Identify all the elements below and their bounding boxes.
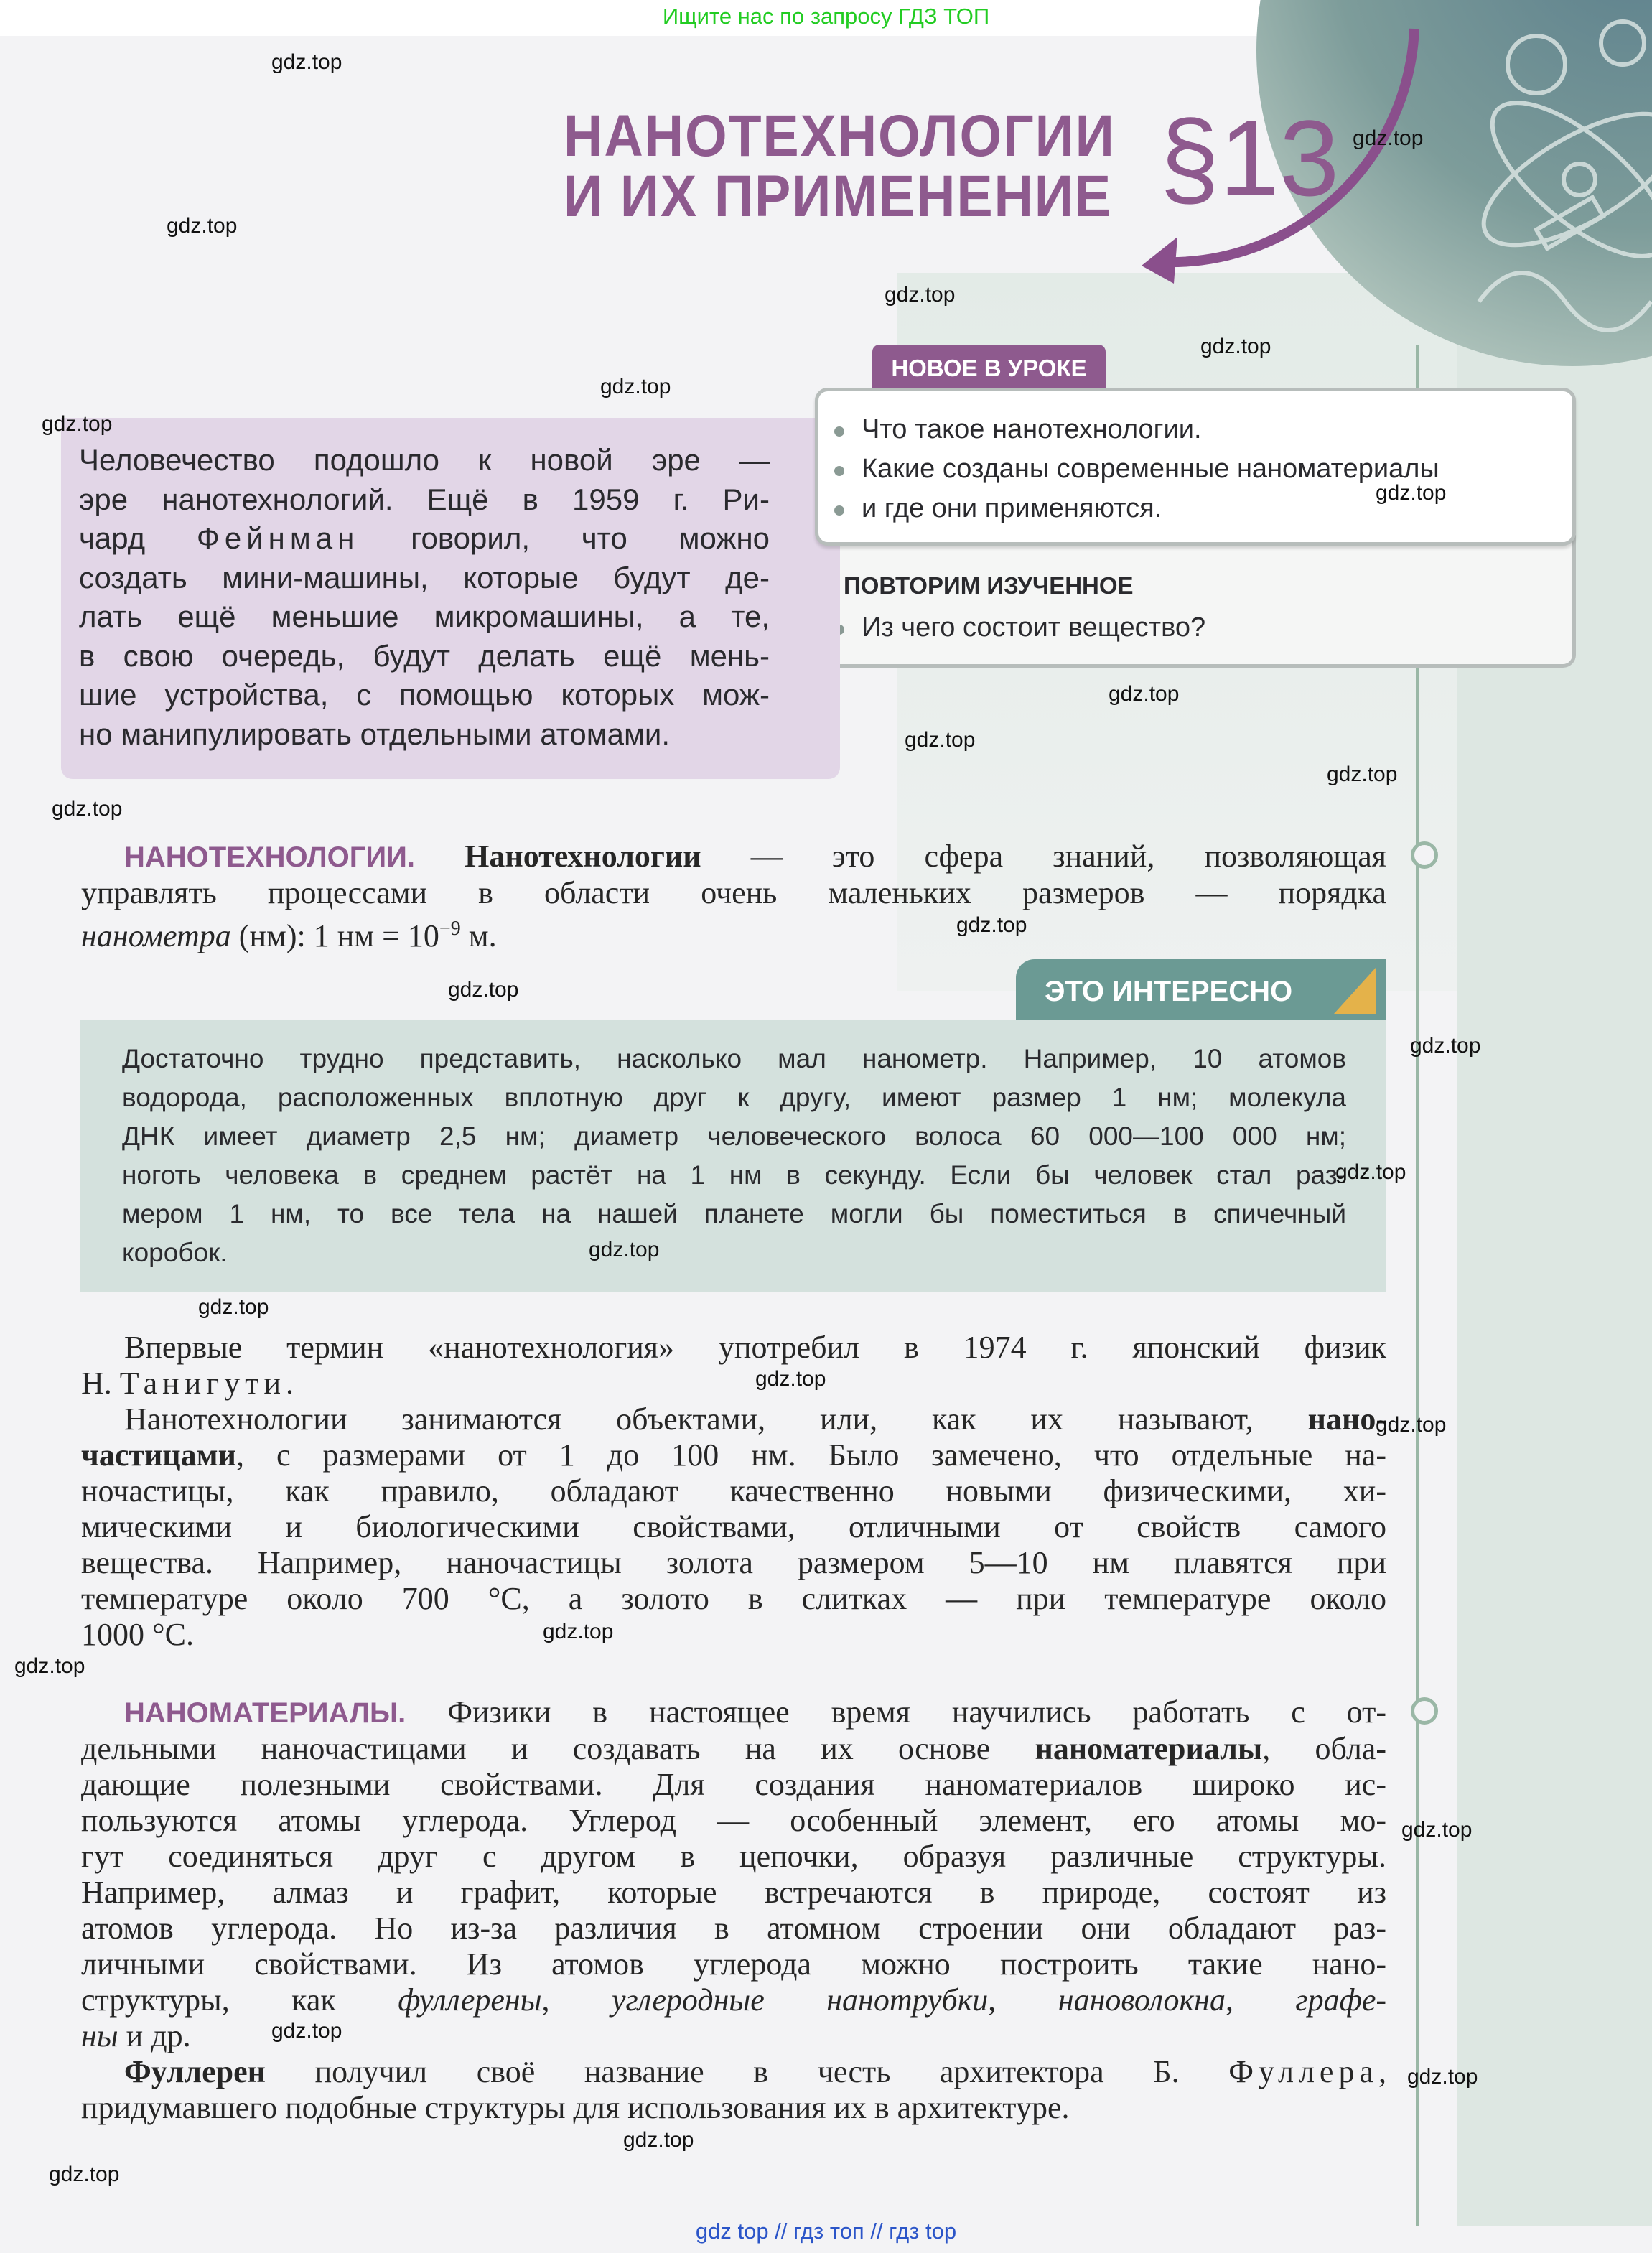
interesting-text bbox=[122, 1040, 1346, 1272]
text-segment: вещества. Например, наночастицы золота размером 5—10 нм плавятся при bbox=[81, 1545, 1386, 1580]
text-segment: коробок. bbox=[122, 1238, 228, 1267]
text-segment: лать ещё меньшие микромашины, а те, bbox=[79, 600, 770, 633]
bold-term: Фуллерен bbox=[124, 2054, 266, 2089]
text-line bbox=[122, 1040, 1346, 1078]
italic-term: углеродные нанотрубки bbox=[611, 1982, 989, 2018]
text-line bbox=[81, 1366, 1386, 1401]
italic-term: фуллерены bbox=[398, 1982, 542, 2018]
interesting-label: ЭТО ИНТЕРЕСНО bbox=[1045, 976, 1293, 1007]
section-heading: НАНОТЕХНОЛОГИИ. bbox=[124, 841, 416, 873]
text-line bbox=[81, 1911, 1386, 1946]
watermark-text: gdz.top bbox=[1410, 1034, 1481, 1058]
text-line bbox=[79, 519, 770, 559]
watermark-text: gdz.top bbox=[42, 412, 113, 436]
text-segment: Человечество подошло к новой эре — bbox=[79, 443, 770, 477]
text-segment: −9 bbox=[439, 918, 461, 940]
text-line bbox=[81, 1731, 1386, 1767]
text-segment: чард bbox=[79, 521, 197, 555]
text-segment: , bbox=[541, 1982, 612, 2018]
watermark-text: gdz.top bbox=[49, 2163, 120, 2186]
text-line bbox=[81, 1875, 1386, 1911]
text-line bbox=[122, 1195, 1346, 1233]
watermark-text: gdz.top bbox=[1327, 762, 1398, 786]
text-segment: эре нанотехнологий. Ещё в 1959 г. Ри- bbox=[79, 482, 770, 516]
review-box bbox=[815, 535, 1576, 668]
paragraph-number: §13 bbox=[1159, 98, 1340, 218]
watermark-text: gdz.top bbox=[271, 50, 342, 74]
text-segment: дающие полезными свойствами. Для создания наноматериалов широко ис- bbox=[81, 1767, 1386, 1802]
text-line bbox=[81, 1617, 1386, 1653]
text-segment: Физики в настоящее время научились работать с от- bbox=[406, 1694, 1386, 1730]
text-line bbox=[81, 1401, 1386, 1437]
text-line bbox=[81, 1839, 1386, 1875]
text-line bbox=[81, 2054, 1386, 2090]
watermark-text: gdz.top bbox=[271, 2019, 342, 2043]
watermark-text: gdz.top bbox=[905, 728, 976, 752]
text-segment: в свою очередь, будут делать ещё мень- bbox=[79, 638, 770, 673]
text-segment: Танигути bbox=[119, 1366, 286, 1401]
text-line bbox=[79, 676, 770, 715]
bold-term: Нанотехнологии bbox=[415, 839, 701, 874]
new-in-lesson-box bbox=[815, 388, 1576, 546]
title-line-1: НАНОТЕХНОЛОГИИ bbox=[564, 103, 1116, 169]
text-line bbox=[79, 559, 770, 598]
text-line bbox=[81, 839, 1386, 875]
text-segment: говорил, что можно bbox=[359, 521, 770, 555]
paragraph-nanoparticles bbox=[81, 1330, 1386, 1653]
italic-term: нановолокна bbox=[1058, 1982, 1226, 2018]
section-marker-icon bbox=[1411, 1697, 1438, 1725]
text-segment: мическими и биологическими свойствами, отличными от свойств самого bbox=[81, 1509, 1386, 1544]
text-segment: создать мини-машины, которые будут де- bbox=[79, 560, 770, 594]
text-line bbox=[81, 875, 1386, 911]
review-item: Из чего состоит вещество? bbox=[862, 612, 1206, 643]
triangle-icon bbox=[1334, 968, 1376, 1014]
text-segment: , bbox=[1225, 1982, 1296, 2018]
text-line bbox=[81, 2090, 1386, 2126]
text-segment: , обла- bbox=[1262, 1731, 1386, 1766]
text-line bbox=[81, 1982, 1386, 2018]
text-line bbox=[81, 1694, 1386, 1731]
text-segment: получил своё название в честь архитектора Б. bbox=[265, 2054, 1229, 2089]
text-segment: , с размерами от 1 до 100 нм. Было замечено, что отдельные на- bbox=[235, 1437, 1386, 1473]
text-segment: , bbox=[988, 1982, 1058, 2018]
text-segment: ДНК имеет диаметр 2,5 нм; диаметр человеческого волоса 60 000—100 000 нм; bbox=[122, 1121, 1346, 1151]
text-segment: Например, алмаз и графит, которые встречаются в природе, состоят из bbox=[81, 1875, 1386, 1910]
text-line bbox=[122, 1078, 1346, 1117]
text-line bbox=[81, 1767, 1386, 1803]
text-segment: (нм): 1 нм = 10 bbox=[230, 918, 439, 953]
text-segment: придумавшего подобные структуры для использования их в архитектуре. bbox=[81, 2090, 1070, 2125]
text-segment: м. bbox=[460, 918, 497, 953]
search-banner: Ищите нас по запросу ГДЗ ТОП bbox=[0, 0, 1652, 36]
watermark-text: gdz.top bbox=[1376, 481, 1447, 505]
text-line bbox=[79, 637, 770, 676]
text-line bbox=[81, 1803, 1386, 1839]
text-segment: Н. bbox=[81, 1366, 120, 1401]
text-segment: ночастицы, как правило, обладают качественно новыми физическими, хи- bbox=[81, 1473, 1386, 1508]
footer-links[interactable]: gdz top // гдз топ // гдз top bbox=[695, 2219, 957, 2244]
text-line bbox=[81, 1545, 1386, 1581]
page-title bbox=[564, 103, 1116, 229]
text-segment: мером 1 нм, то все тела на нашей планете могли бы поместиться в спичечный bbox=[122, 1199, 1346, 1228]
text-segment: личными свойствами. Из атомов углерода можно построить такие нано- bbox=[81, 1946, 1386, 1982]
text-line bbox=[81, 1330, 1386, 1366]
watermark-text: gdz.top bbox=[755, 1367, 826, 1391]
text-segment: Достаточно трудно представить, насколько мал нанометр. Например, 10 атомов bbox=[122, 1044, 1346, 1073]
text-segment: атомов углерода. Но из-за различия в атомном строении они обладают раз- bbox=[81, 1911, 1386, 1946]
bold-term: наноматериалы bbox=[1035, 1731, 1263, 1766]
text-segment: , bbox=[1378, 2054, 1386, 2089]
lesson-topic: Какие созданы современные наноматериалы bbox=[862, 454, 1439, 484]
text-line bbox=[81, 1946, 1386, 1982]
text-segment: — это сфера знаний, позволяющая bbox=[701, 839, 1386, 874]
watermark-text: gdz.top bbox=[448, 978, 519, 1002]
title-line-2: И ИХ ПРИМЕНЕНИЕ bbox=[564, 164, 1113, 229]
text-segment: гут соединяться друг с другом в цепочки, образуя различные структуры. bbox=[81, 1839, 1386, 1874]
text-segment: пользуются атомы углерода. Углерод — особенный элемент, его атомы мо- bbox=[81, 1803, 1386, 1838]
text-line bbox=[81, 911, 1386, 954]
text-segment: водорода, расположенных вплотную друг к другу, имеют размер 1 нм; молекула bbox=[122, 1083, 1346, 1112]
bold-term: частицами bbox=[81, 1437, 236, 1473]
text-line bbox=[79, 597, 770, 637]
watermark-text: gdz.top bbox=[1407, 2065, 1478, 2089]
watermark-text: gdz.top bbox=[543, 1620, 614, 1643]
text-segment: Фейнман bbox=[196, 521, 360, 555]
italic-term: ны bbox=[81, 2018, 118, 2053]
intro-text bbox=[79, 441, 770, 754]
watermark-text: gdz.top bbox=[167, 214, 238, 238]
lesson-topic-continuation: и где они применяются. bbox=[862, 493, 1162, 523]
text-segment: 1000 °С. bbox=[81, 1617, 194, 1652]
section-nanomaterials bbox=[81, 1694, 1386, 2126]
interesting-box bbox=[80, 1020, 1386, 1292]
text-line bbox=[122, 1117, 1346, 1156]
text-segment: ноготь человека в среднем растёт на 1 нм в секунду. Если бы человек стал раз- bbox=[122, 1160, 1346, 1190]
lesson-topic: Что такое нанотехнологии. bbox=[862, 414, 1202, 444]
watermark-text: gdz.top bbox=[198, 1295, 269, 1319]
review-heading: ПОВТОРИМ ИЗУЧЕННОЕ bbox=[844, 572, 1134, 599]
text-segment: дельными наночастицами и создавать на их основе bbox=[81, 1731, 1035, 1766]
text-line bbox=[81, 1437, 1386, 1473]
watermark-text: gdz.top bbox=[885, 283, 956, 307]
italic-term: нанометра bbox=[81, 918, 231, 953]
section-heading: НАНОМАТЕРИАЛЫ. bbox=[124, 1697, 406, 1729]
interesting-tab bbox=[1016, 959, 1386, 1022]
text-line bbox=[81, 1473, 1386, 1509]
text-line bbox=[81, 1581, 1386, 1617]
text-segment: структуры, как bbox=[81, 1982, 398, 2018]
text-segment: но манипулировать отдельными атомами. bbox=[79, 717, 670, 751]
watermark-text: gdz.top bbox=[600, 375, 671, 398]
text-line bbox=[81, 1509, 1386, 1545]
text-segment: температуре около 700 °С, а золото в слитках — при температуре около bbox=[81, 1581, 1386, 1616]
text-segment: Впервые термин «нанотехнология» употребил в 1974 г. японский физик bbox=[124, 1330, 1386, 1365]
text-segment: и др. bbox=[118, 2018, 191, 2053]
watermark-text: gdz.top bbox=[52, 797, 123, 821]
watermark-text: gdz.top bbox=[956, 913, 1027, 937]
text-line bbox=[79, 441, 770, 480]
watermark-text: gdz.top bbox=[1376, 1413, 1447, 1437]
section-nanotechnologies bbox=[81, 839, 1386, 954]
text-segment: Фуллера bbox=[1228, 2054, 1378, 2089]
text-line bbox=[122, 1233, 1346, 1272]
watermark-text: gdz.top bbox=[1335, 1160, 1406, 1184]
text-segment: . bbox=[286, 1366, 294, 1401]
text-segment: управлять процессами в области очень маленьких размеров — порядка bbox=[81, 875, 1386, 910]
text-line bbox=[79, 480, 770, 520]
section-marker-icon bbox=[1411, 841, 1438, 869]
text-line bbox=[122, 1156, 1346, 1195]
watermark-text: gdz.top bbox=[1109, 682, 1180, 706]
watermark-text: gdz.top bbox=[589, 1238, 660, 1261]
watermark-text: gdz.top bbox=[1200, 335, 1271, 358]
text-segment: шие устройства, с помощью которых мож- bbox=[79, 678, 770, 712]
watermark-text: gdz.top bbox=[14, 1654, 85, 1678]
italic-term: графе- bbox=[1295, 1982, 1387, 2018]
text-segment: Нанотехнологии занимаются объектами, или, как их называют, bbox=[124, 1401, 1308, 1437]
intro-box bbox=[61, 418, 840, 779]
watermark-text: gdz.top bbox=[1353, 126, 1424, 150]
watermark-text: gdz.top bbox=[623, 2128, 694, 2152]
text-line bbox=[79, 715, 770, 755]
watermark-text: gdz.top bbox=[1401, 1818, 1473, 1842]
new-in-lesson-tab: НОВОЕ В УРОКЕ bbox=[872, 345, 1106, 389]
bold-term: нано- bbox=[1307, 1401, 1386, 1437]
